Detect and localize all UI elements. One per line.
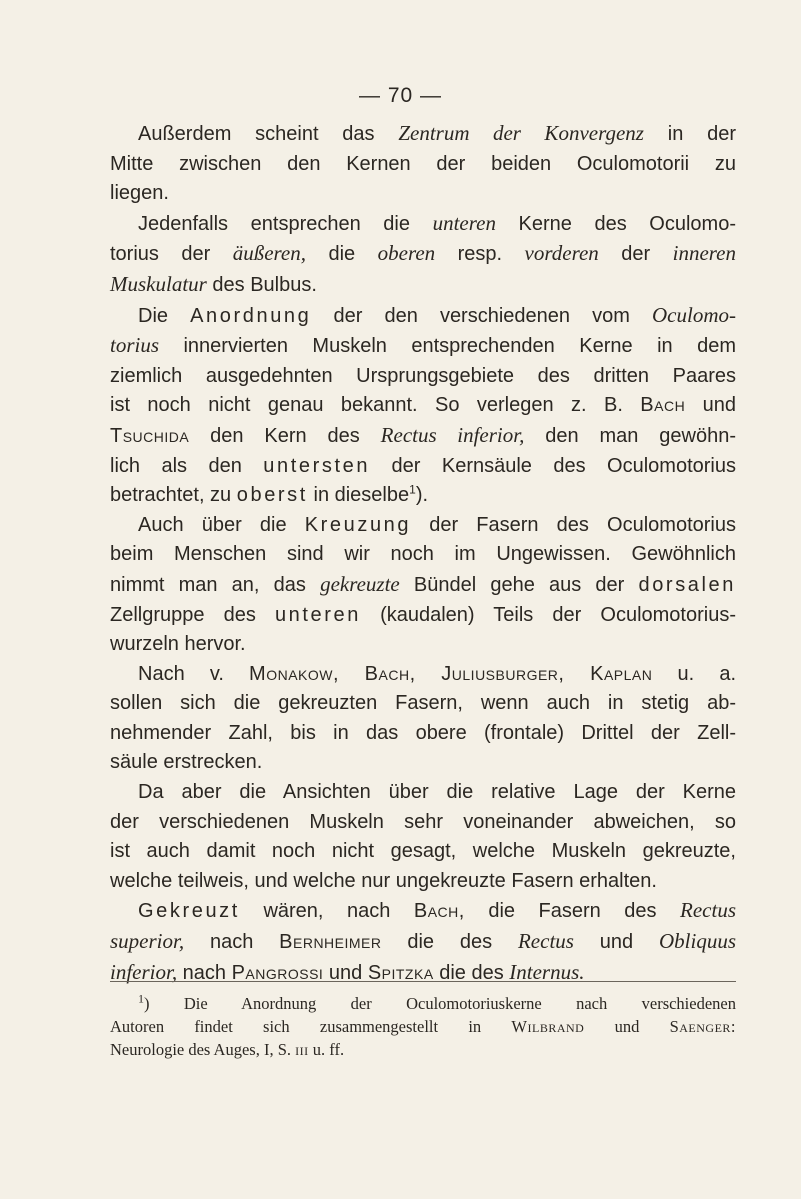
text-line <box>110 748 736 778</box>
text-line <box>110 391 736 421</box>
footnote-rule <box>110 981 736 982</box>
text-segment: Zellgruppe des <box>110 603 275 626</box>
text-segment: wurzeln hervor. <box>110 633 246 656</box>
text-segment: Autoren findet sich zusammengestellt in <box>110 1017 512 1036</box>
text-line <box>110 481 736 511</box>
text-line <box>110 896 736 927</box>
text-segment: superior, <box>110 929 185 954</box>
text-segment: ist noch nicht genau bekannt. So verlegen z. B. <box>110 394 641 417</box>
text-segment: Muskulatur <box>110 271 207 296</box>
text-segment: der verschiedenen Muskeln sehr voneinander abweichen, so <box>110 810 736 833</box>
text-segment: ziemlich ausgedehnten Ursprungsgebiete des dritten Paares <box>110 364 736 387</box>
text-segment: der <box>598 243 673 266</box>
text-segment: Jedenfalls entsprechen die <box>138 212 433 235</box>
text-segment: vorderen <box>524 241 599 266</box>
text-line <box>110 867 736 897</box>
paragraph <box>110 119 736 209</box>
text-segment: untersten <box>263 454 371 477</box>
text-segment: sollen sich die gekreuzten Fasern, wenn auch in stetig ab- <box>110 692 736 715</box>
text-segment: unteren <box>432 210 496 235</box>
text-segment: nach <box>177 961 232 984</box>
text-segment: Zentrum der Konvergenz <box>398 121 644 145</box>
text-segment: inferior, <box>110 959 178 984</box>
paragraph <box>110 896 736 988</box>
text-segment: iii <box>295 1040 309 1059</box>
footnote-line <box>110 1038 736 1061</box>
text-segment: Wilbrand <box>511 1017 585 1036</box>
text-segment: die des <box>381 931 518 954</box>
text-line <box>110 421 736 452</box>
text-segment: Neurologie des Auges, I, S. <box>110 1040 296 1059</box>
text-line <box>110 837 736 867</box>
text-segment: innervierten Muskeln entsprechenden Kerne in dem <box>159 335 736 358</box>
text-segment: Rectus <box>680 898 736 923</box>
text-segment: ist auch damit noch nicht gesagt, welche Muskeln gekreuzte, <box>110 840 736 863</box>
paragraph <box>110 511 736 660</box>
text-segment: beim Menschen sind wir noch im Ungewissen. Gewöhnlich <box>110 543 736 566</box>
text-segment: dorsalen <box>638 573 737 596</box>
text-segment: Saenger: <box>669 1017 737 1036</box>
text-segment: und <box>584 1017 670 1036</box>
text-segment: nimmt man an, das <box>110 573 321 596</box>
text-line <box>110 958 736 989</box>
paragraph <box>110 209 736 301</box>
text-line <box>110 540 736 570</box>
text-segment: nach <box>184 931 280 954</box>
text-segment: die <box>306 243 378 266</box>
text-segment: oberen <box>377 241 436 266</box>
text-segment: der den verschiedenen vom <box>311 304 652 327</box>
text-line <box>110 660 736 690</box>
text-segment: resp. <box>435 243 525 266</box>
text-segment: Kreuzung <box>304 513 412 536</box>
text-segment: nehmender Zahl, bis in das obere (frontale) Drittel der Zell- <box>110 721 736 744</box>
text-segment: gekreuzte <box>320 571 400 596</box>
text-segment: Da aber die Ansichten über die relative Lage der Kerne <box>138 781 736 804</box>
text-segment: der Fasern des Oculomotorius <box>411 513 736 536</box>
text-segment: und <box>685 394 736 417</box>
text-segment: Bach <box>640 394 686 417</box>
text-segment: und <box>323 961 368 984</box>
text-segment: Bündel gehe aus der <box>399 573 639 596</box>
page-number: — 70 — <box>358 84 443 107</box>
text-segment: Obliquus <box>659 929 737 954</box>
text-segment: säule erstrecken. <box>110 751 263 774</box>
text-line <box>110 179 736 209</box>
text-segment: ) Die Anordnung der Oculomotoriuskerne nach verschiedenen <box>144 994 736 1013</box>
text-segment: äußeren, <box>232 241 307 266</box>
text-segment: in dieselbe <box>307 484 410 507</box>
text-segment: Auch über die <box>138 513 305 536</box>
text-segment: den Kern des <box>189 424 381 447</box>
paragraph <box>110 301 736 511</box>
text-segment: inneren <box>672 241 736 266</box>
text-line <box>110 927 736 958</box>
text-segment: lich als den <box>110 454 264 477</box>
text-segment: wären, nach <box>239 900 414 923</box>
text-segment: u. a. <box>652 662 736 685</box>
text-line <box>110 119 736 150</box>
text-line <box>110 270 736 301</box>
text-line <box>110 511 736 541</box>
text-segment: Bernheimer <box>279 931 382 954</box>
text-segment: Monakow, Bach, Juliusburger, Kaplan <box>249 662 653 685</box>
text-segment: Pangrossi <box>231 961 324 984</box>
text-line <box>110 209 736 240</box>
text-segment: Internus. <box>509 959 585 984</box>
text-line <box>110 362 736 392</box>
text-segment: 1 <box>138 991 144 1006</box>
text-line <box>110 808 736 838</box>
text-line <box>110 239 736 270</box>
text-segment: torius <box>110 333 160 358</box>
text-line <box>110 601 736 631</box>
text-segment: des Bulbus. <box>206 273 317 296</box>
text-segment: liegen. <box>110 182 169 205</box>
text-segment: welche teilweis, und welche nur ungekreuzte Fasern erhalten. <box>110 869 657 892</box>
text-line <box>110 719 736 749</box>
text-segment: Nach v. <box>138 662 250 685</box>
text-segment: u. ff. <box>308 1040 345 1059</box>
text-segment: unteren <box>274 603 361 626</box>
text-line <box>110 331 736 362</box>
text-segment: torius der <box>110 243 233 266</box>
text-segment: die Fasern des <box>464 900 681 923</box>
text-segment: und <box>573 931 659 954</box>
text-segment: Mitte zwischen den Kernen der beiden Oculomotorii zu <box>110 152 736 175</box>
text-segment: Oculomo- <box>652 302 736 327</box>
footnote <box>110 992 736 1061</box>
footnote-line <box>110 992 736 1015</box>
text-segment: Rectus inferior, <box>380 422 525 447</box>
text-line <box>110 630 736 660</box>
text-line <box>110 689 736 719</box>
text-segment: betrachtet, zu <box>110 484 237 507</box>
text-segment: der Kernsäule des Oculomotorius <box>370 454 736 477</box>
text-line <box>110 778 736 808</box>
text-segment: Anordnung <box>190 304 312 327</box>
body-text <box>110 119 736 988</box>
text-segment: in der <box>643 123 737 145</box>
text-line <box>110 301 736 332</box>
text-segment: Außerdem scheint das <box>138 123 399 145</box>
text-segment: Spitzka <box>367 961 434 984</box>
text-segment: Gekreuzt <box>138 900 240 923</box>
text-segment: ). <box>415 484 429 507</box>
text-segment: Die <box>138 304 191 327</box>
text-segment: 1 <box>409 482 416 497</box>
text-segment: Rectus <box>517 929 574 954</box>
paragraph <box>110 660 736 778</box>
paragraph <box>110 778 736 896</box>
text-segment: (kaudalen) Teils der Oculomotorius- <box>360 603 736 626</box>
text-line <box>110 150 736 180</box>
text-segment: den man gewöhn- <box>524 424 736 447</box>
text-segment: Kerne des Oculomo- <box>495 212 736 235</box>
text-line <box>110 452 736 482</box>
text-segment: oberst <box>236 484 308 507</box>
footnote-line <box>110 1015 736 1038</box>
text-segment: Tsuchida <box>110 424 190 447</box>
text-segment: die des <box>433 961 510 984</box>
text-segment: Bach, <box>413 900 465 923</box>
text-line <box>110 570 736 601</box>
